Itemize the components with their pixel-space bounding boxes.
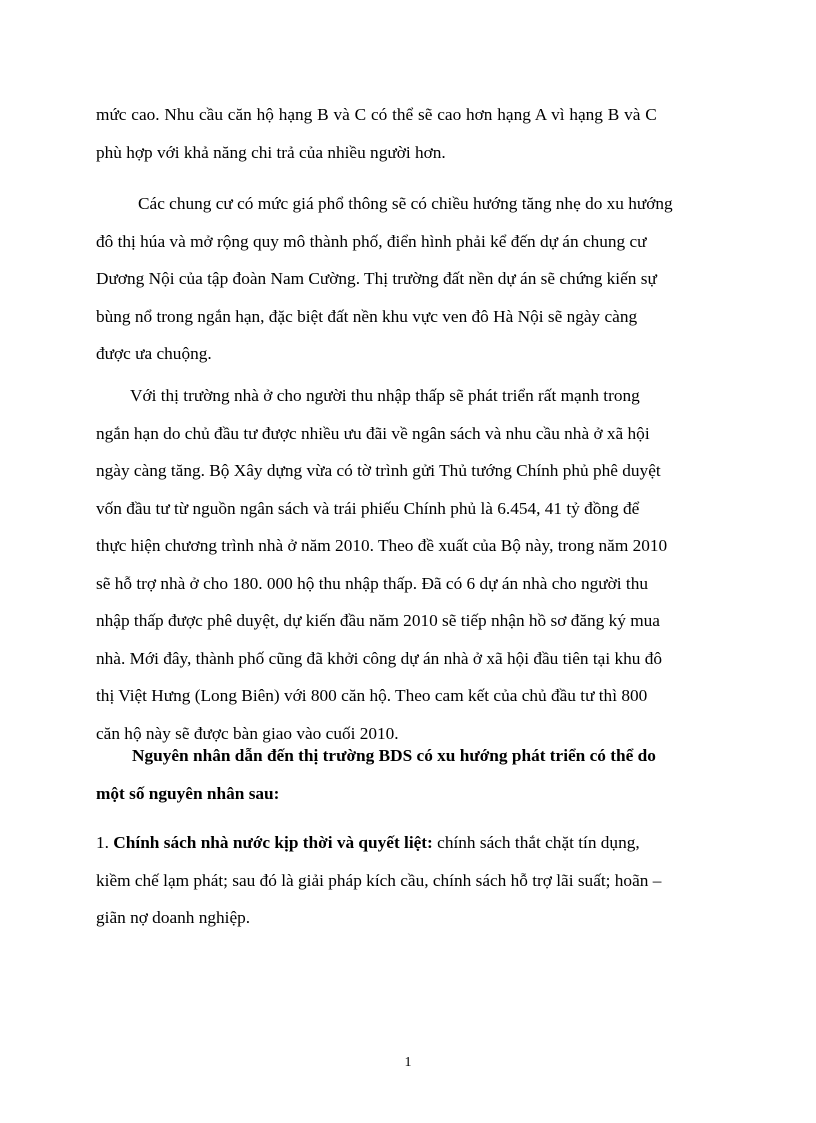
heading-line: Nguyên nhân dẫn đến thị trường BDS có xu hướng phát triển có thể do	[132, 746, 656, 765]
list-item-1	[96, 834, 736, 927]
text-line: Với thị trường nhà ở cho người thu nhập thấp sẽ phát triển rất mạnh trong	[130, 386, 640, 405]
list-item-first-line	[96, 834, 736, 872]
text-line: thực hiện chương trình nhà ở năm 2010. Theo đề xuất của Bộ này, trong năm 2010	[96, 536, 668, 555]
paragraph-affordable-apartments	[96, 195, 736, 363]
text-line: giãn nợ doanh nghiệp.	[96, 908, 251, 927]
text-line: được ưa chuộng.	[96, 344, 212, 363]
text-line: sẽ hỗ trợ nhà ở cho 180. 000 hộ thu nhập thấp. Đã có 6 dự án nhà cho người thu	[96, 573, 649, 593]
text-line: đô thị húa và mở rộng quy mô thành phố, điển hình phải kể đến dự án chung cư	[96, 231, 647, 251]
paragraph-housing-demand	[96, 106, 736, 162]
text-line: kiềm chế lạm phát; sau đó là giải pháp kích cầu, chính sách hỗ trợ lãi suất; hoãn –	[96, 870, 662, 890]
page-number: 1	[404, 1055, 412, 1070]
text-line: ngày càng tăng. Bộ Xây dựng vừa có tờ trình gửi Thủ tướng Chính phủ phê duyệt	[96, 461, 661, 480]
paragraph-low-income-housing	[96, 387, 736, 743]
list-item-text: chính sách thắt chặt tín dụng,	[437, 833, 640, 852]
text-line: thị Việt Hưng (Long Biên) với 800 căn hộ. Theo cam kết của chủ đầu tư thì 800	[96, 686, 648, 705]
list-number: 1.	[96, 833, 109, 852]
text-line: Dương Nội của tập đoàn Nam Cường. Thị trường đất nền dự án sẽ chứng kiến sự	[96, 269, 657, 288]
text-line: nhập thấp được phê duyệt, dự kiến đầu năm 2010 sẽ tiếp nhận hồ sơ đăng ký mua	[96, 611, 660, 630]
text-line: ngắn hạn do chủ đầu tư được nhiều ưu đãi về ngân sách và nhu cầu nhà ở xã hội	[96, 423, 650, 443]
heading-line: một số nguyên nhân sau:	[96, 783, 280, 803]
text-line: mức cao. Nhu cầu căn hộ hạng B và C có thể sẽ cao hơn hạng A vì hạng B và C	[96, 105, 657, 124]
text-line: nhà. Mới đây, thành phố cũng đã khởi công dự án nhà ở xã hội đầu tiên tại khu đô	[96, 648, 662, 668]
text-line: căn hộ này sẽ được bàn giao vào cuối 2010.	[96, 723, 399, 743]
text-line: bùng nổ trong ngắn hạn, đặc biệt đất nền khu vực ven đô Hà Nội sẽ ngày càng	[96, 306, 638, 326]
text-line: phù hợp với khả năng chi trả của nhiều người hơn.	[96, 142, 446, 162]
text-line: Các chung cư có mức giá phổ thông sẽ có chiều hướng tăng nhẹ do xu hướng	[138, 194, 673, 213]
text-line: vốn đầu tư từ nguồn ngân sách và trái phiếu Chính phủ là 6.454, 41 tỷ đồng để	[96, 498, 640, 518]
list-item-label: Chính sách nhà nước kịp thời và quyết liệt:	[113, 833, 433, 852]
section-heading	[96, 747, 736, 803]
